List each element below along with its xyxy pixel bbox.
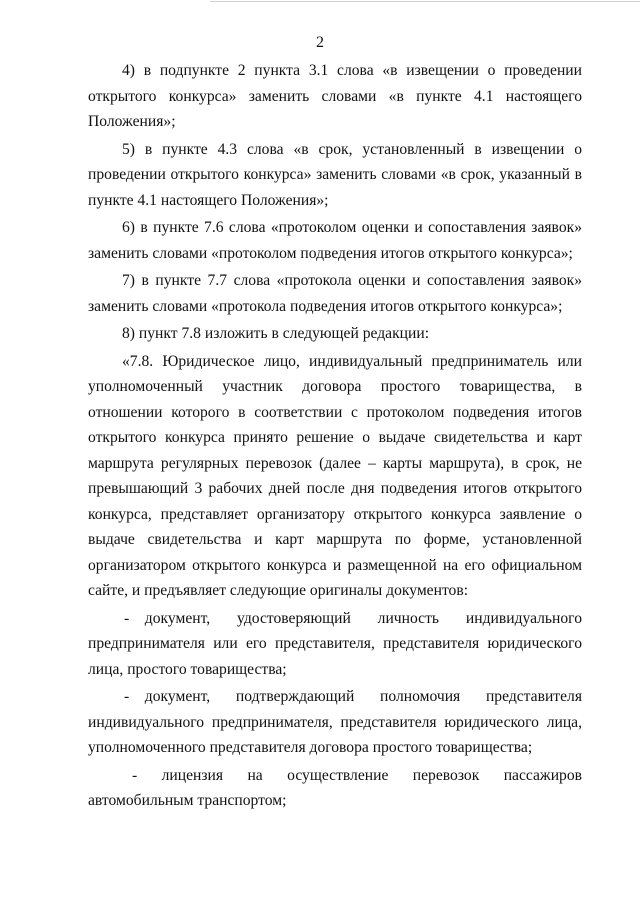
paragraph-item-8: 8) пункт 7.8 изложить в следующей редакции: bbox=[122, 325, 430, 342]
document-body bbox=[88, 58, 582, 814]
list-item-identity-document: - документ, удостоверяющий личность индивидуального предпринимателя или его представителя, представителя юридического лица, простого товарищества; bbox=[88, 609, 582, 678]
list-item-license: - лицензия на осуществление перевозок пассажиров автомобильным транспортом; bbox=[88, 766, 582, 809]
paragraph-item-7: 7) в пункте 7.7 слова «протокола оценки и сопоставления заявок» заменить словами «протокола подведения итогов открытого конкурса»; bbox=[88, 272, 582, 315]
page-top-edge bbox=[210, 1, 640, 2]
list-item-authority-document: - документ, подтверждающий полномочия представителя индивидуального предпринимателя, представителя юридического лица, уполномоченного представителя договора простого товарищества; bbox=[88, 688, 582, 756]
paragraph-item-4: 4) в подпункте 2 пункта 3.1 слова «в извещении о проведении открытого конкурса» заменить словами «в пункте 4.1 настоящего Положения»; bbox=[88, 62, 582, 130]
page-number: 2 bbox=[316, 34, 324, 51]
paragraph-item-5: 5) в пункте 4.3 слова «в срок, установленный в извещении о проведении открытого конкурса» заменить словами «в срок, указанный в пункте 4.1 настоящего Положения»; bbox=[88, 140, 582, 209]
paragraph-clause-7-8: «7.8. Юридическое лицо, индивидуальный предприниматель или уполномоченный участник договора простого товарищества, в отношении которого в соответствии с протоколом подведения итогов открытого конкурса принято решение о выдаче свидетельства и карт маршрута регулярных перевозок (далее – карты маршрута), в срок, не превышающий 3 рабочих дней после дня подведения итогов открытого конкурса, представляет организатору открытого конкурса заявление о выдаче свидетельства и карт маршрута по форме, установленной организатором открытого конкурса и размещенной на его официальном сайте, и предъявляет следующие оригиналы документов: bbox=[88, 352, 582, 599]
paragraph-item-6: 6) в пункте 7.6 слова «протоколом оценки и сопоставления заявок» заменить словами «протоколом подведения итогов открытого конкурса»; bbox=[88, 219, 582, 262]
